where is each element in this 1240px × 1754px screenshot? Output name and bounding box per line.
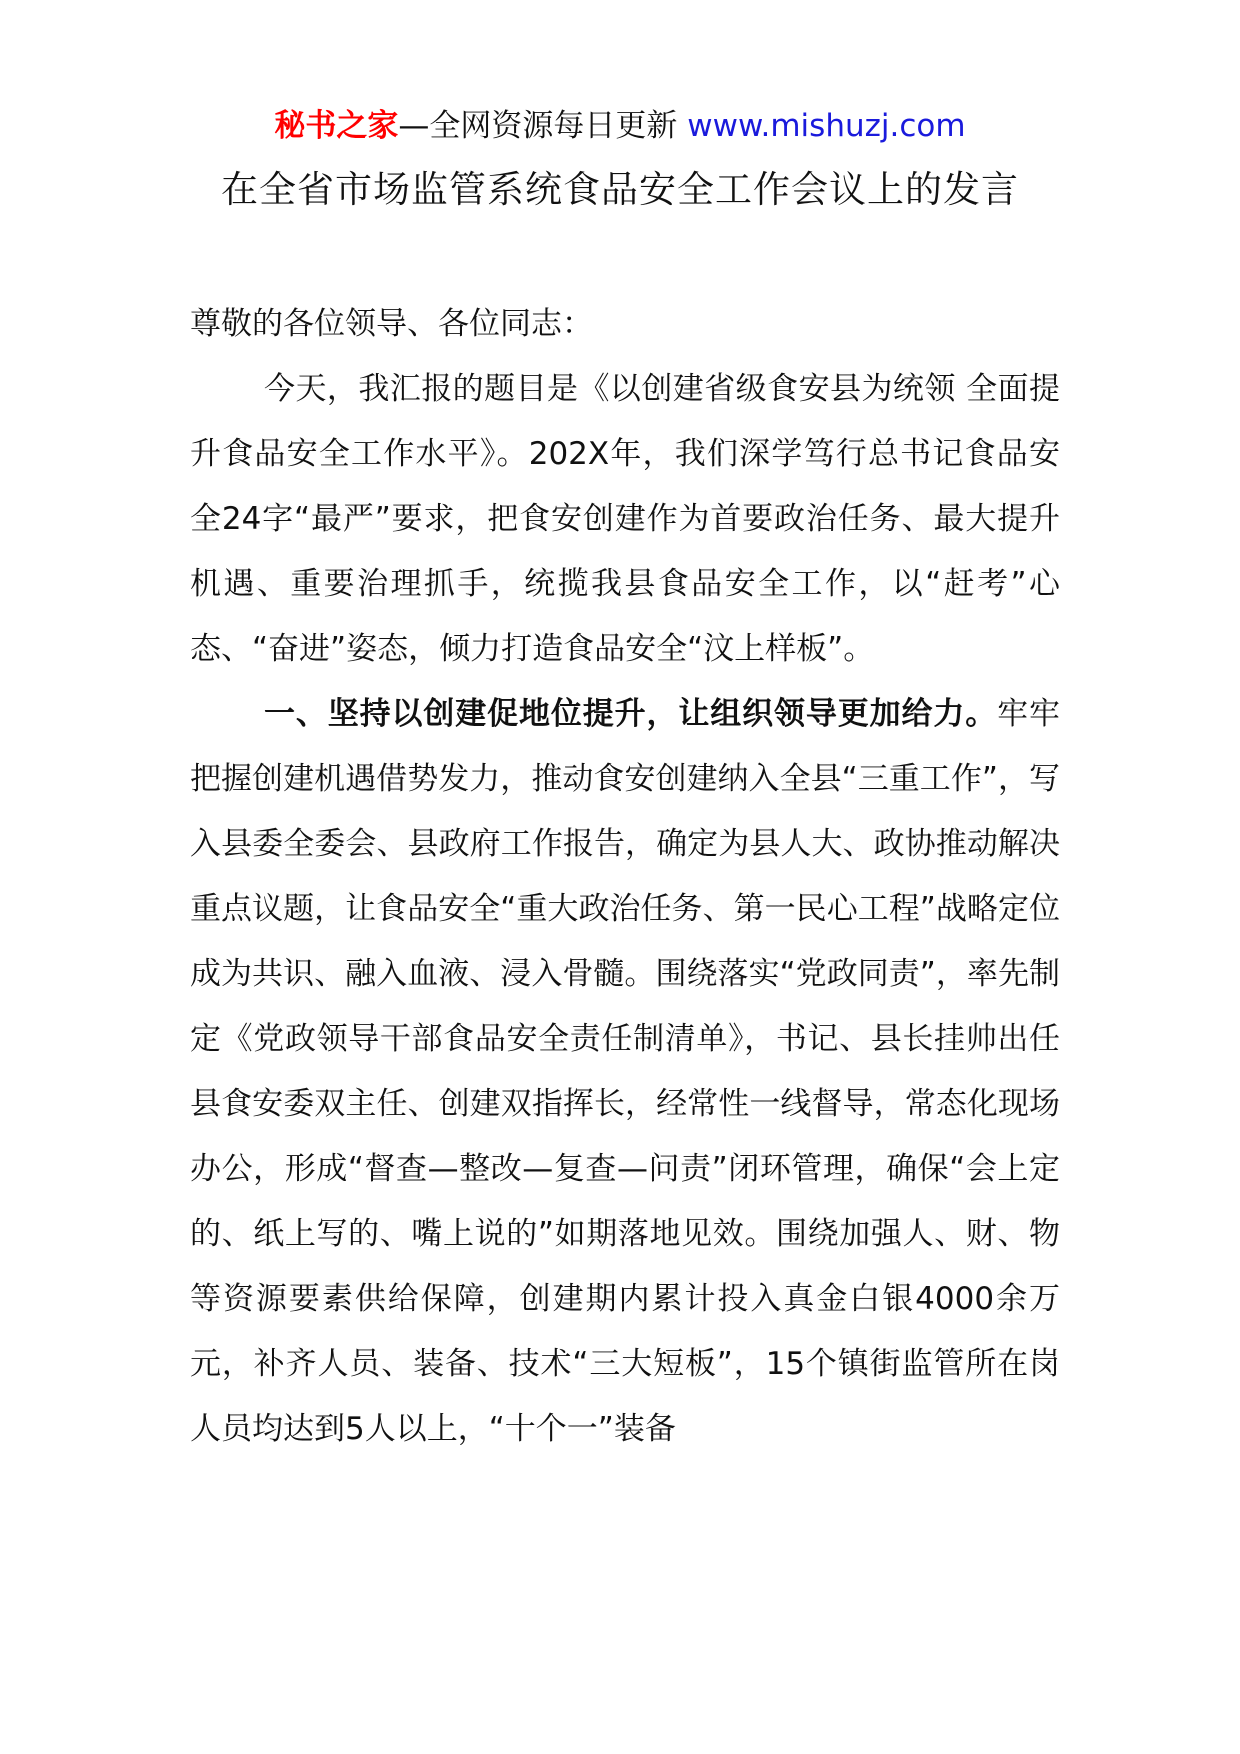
site-url-link[interactable]: www.mishuzj.com bbox=[687, 108, 966, 144]
document-title: 在全省市场监管系统食品安全工作会议上的发言 bbox=[221, 168, 1019, 211]
document-body bbox=[190, 292, 1060, 1462]
paragraph-text: 牢牢把握创建机遇借势发力，推动食安创建纳入全县“三重工作”，写入县委全委会、县政府工作报告，确定为县人大、政协推动解决重点议题，让食品安全“重大政治任务、第一民心工程”战略定位成为共识、融入血液、浸入骨髓。围绕落实“党政同责”，率先制定《党政领导干部食品安全责任制清单》，书记、县长挂帅出任县食安委双主任、创建双指挥长，经常性一线督导，常态化现场办公，形成“督查—整改—复查—问责”闭环管理，确保“会上定的、纸上写的、嘴上说的”如期落地见效。围绕加强人、财、物等资源要素供给保障，创建期内累计投入真金白银4000余万元，补齐人员、装备、技术“三大短板”，15个镇街监管所在岗人员均达到5人以上，“十个一”装备 bbox=[190, 696, 1060, 1447]
paragraph-section-1 bbox=[190, 682, 1060, 1462]
header-tagline: —全网资源每日更新 bbox=[398, 108, 688, 144]
paragraph-intro bbox=[190, 357, 1060, 682]
paragraph-text: 今天，我汇报的题目是《以创建省级食安县为统领 全面提升食品安全工作水平》。202X年，我们深学笃行总书记食品安全24字“最严”要求，把食安创建作为首要政治任务、最大提升机遇、重要治理抓手，统揽我县食品安全工作，以“赶考”心态、“奋进”姿态，倾力打造食品安全“汶上样板”。 bbox=[190, 371, 1060, 667]
brand-name: 秘书之家 bbox=[274, 108, 399, 144]
page-header bbox=[0, 104, 1240, 148]
section-heading: 一、坚持以创建促地位提升，让组织领导更加给力。 bbox=[264, 696, 998, 732]
salutation: 尊敬的各位领导、各位同志： bbox=[190, 306, 593, 342]
